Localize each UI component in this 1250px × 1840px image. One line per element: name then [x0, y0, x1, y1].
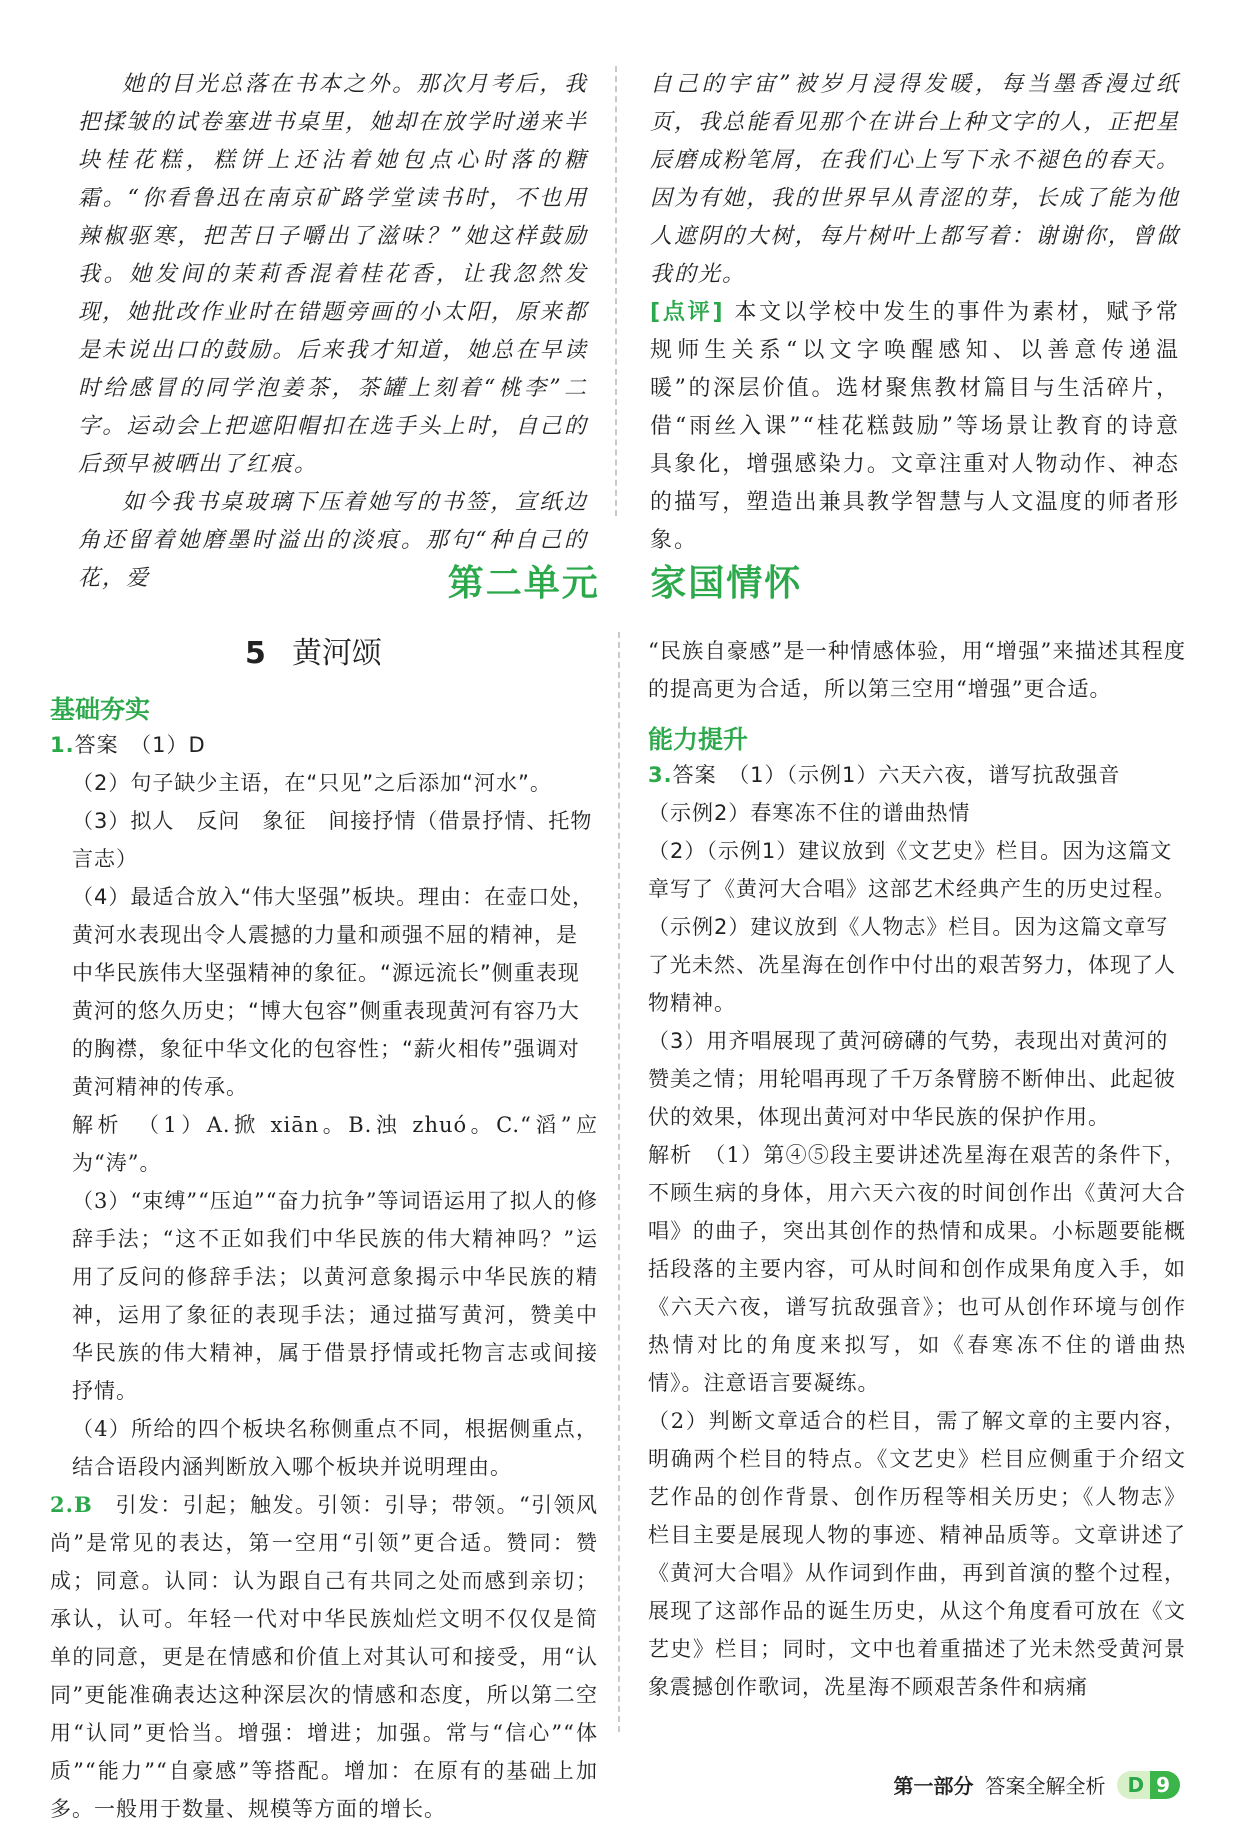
q3-number: 3.	[648, 763, 673, 787]
column-divider	[618, 632, 620, 1732]
q3-answer	[648, 756, 1186, 794]
essay-paragraph: 她的目光总落在书本之外。那次月考后，我把揉皱的试卷塞进书桌里，她却在放学时递来半块桂花糕，糕饼上还沾着她包点心时落的糖霜。“你看鲁迅在南京矿路学堂读书时，不也用辣椒驱寒，把苦日子嚼出了滋味？”她这样鼓励我。她发间的茉莉香混着桂花香，让我忽然发现，她批改作业时在错题旁画的小太阳，原来都是未说出口的鼓励。后来我才知道，她总在早读时给感冒的同学泡姜茶，茶罐上刻着“桃李”二字。运动会上把遮阳帽扣在选手头上时，自己的后颈早被晒出了红痕。	[78, 72, 588, 477]
q3-line: （2）（示例1）建议放到《文艺史》栏目。因为这篇文章写了《黄河大合唱》这部艺术经典产生的历史过程。	[648, 839, 1176, 901]
q3-line: （示例2）建议放到《人物志》栏目。因为这篇文章写了光未然、冼星海在创作中付出的艰苦努力，体现了人物精神。	[648, 915, 1176, 1015]
essay-right-column	[650, 66, 1180, 560]
q1-analysis	[50, 1106, 598, 1182]
comment-text: 本文以学校中发生的事件为素材，赋予常规师生关系“以文字唤醒感知、以善意传递温暖”的深层价值。选材聚焦教材篇目与生活碎片，借“雨丝入课”“桂花糕鼓励”等场景让教育的诗意具象化，增强感染力。文章注重对人物动作、神态的描写，塑造出兼具教学智慧与人文温度的师者形象。	[650, 300, 1180, 553]
q2-continued: “民族自豪感”是一种情感体验，用“增强”来描述其程度的提高更为合适，所以第三空用“增强”更合适。	[648, 639, 1186, 701]
page-footer	[893, 1770, 1180, 1799]
essay-left-column	[78, 66, 588, 598]
analysis-text: （1）A.掀 xiān。B.浊 zhuó。C.“滔”应为“涛”。	[72, 1113, 599, 1175]
unit-theme: 家国情怀	[650, 563, 803, 604]
q3-line: （3）用齐唱展现了黄河磅礴的气势，表现出对黄河的赞美之情；用轮唱再现了千万条臂膀不断伸出、此起彼伏的效果，体现出黄河对中华民族的保护作用。	[648, 1029, 1176, 1129]
q1-answer	[50, 726, 598, 764]
q1-line: （4）最适合放入“伟大坚强”板块。理由：在壶口处，黄河水表现出令人震撼的力量和顽强不屈的精神，是中华民族伟大坚强精神的象征。“源远流长”侧重表现黄河的悠久历史；“博大包容”侧重表现黄河有容乃大的胸襟，象征中华文化的包容性；“薪火相传”强调对黄河精神的传承。	[72, 885, 595, 1099]
unit-title	[0, 555, 1250, 606]
essay-paragraph: 自己的宇宙”被岁月浸得发暖，每当墨香漫过纸页，我总能看见那个在讲台上种文字的人，正把星辰磨成粉笔屑，在我们心上写下永不褪色的春天。因为有她，我的世界早从青涩的芽，长成了能为他人遮阴的大树，每片树叶上都写着：谢谢你，曾做我的光。	[650, 72, 1180, 287]
lesson-number: 5	[245, 636, 266, 671]
page-number: 9	[1150, 1771, 1180, 1799]
q3-analysis	[648, 1136, 1186, 1402]
q3-line: （示例2）春寒冻不住的谱曲热情	[648, 801, 971, 825]
q2-text: 引发：引起；触发。引领：引导；带领。“引领风尚”是常见的表达，第一空用“引领”更合适。赞同：赞成；同意。认同：认为跟自己有共同之处而感到亲切；承认，认可。年轻一代对中华民族灿烂文明不仅仅是简单的同意，更是在情感和价值上对其认可和接受，用“认同”更能准确表达这种深层次的情感和态度，所以第二空用“认同”更恰当。增强：增进；加强。常与“信心”“体质”“能力”“自豪感”等搭配。增加：在原有的基础上加多。一般用于数量、规模等方面的增长。	[50, 1493, 599, 1821]
column-divider	[615, 66, 617, 516]
comment-block	[650, 294, 1180, 560]
comment-label: [点评]	[650, 300, 725, 325]
lesson-name: 黄河颂	[291, 636, 382, 671]
q2-number: 2.	[50, 1492, 74, 1517]
q1-line: （1）D	[140, 733, 206, 757]
essay-paragraph: 如今我书桌玻璃下压着她写的书签，宣纸边角还留着她磨墨时溢出的淡痕。那句“种自己的花，爱	[78, 490, 588, 591]
analysis-text: （1）第④⑤段主要讲述冼星海在艰苦的条件下，不顾生病的身体，用六天六夜的时间创作出《黄河大合唱》的曲子，突出其创作的热情和成果。小标题要能概括段落的主要内容，可从时间和创作成果角度入手，如《六天六夜，谱写抗敌强音》；也可从创作环境与创作热情对比的角度来拟写，如《春寒冻不住的谱曲热情》。注意语言要凝练。	[648, 1143, 1187, 1395]
footer-title: 答案全解全析	[985, 1774, 1106, 1798]
analysis-label: 解析	[72, 1113, 123, 1137]
badge-letter: D	[1117, 1771, 1150, 1799]
analysis-text: （3）“束缚”“压迫”“奋力抗争”等词语运用了拟人的修辞手法；“这不正如我们中华民族的伟大精神吗？”运用了反问的修辞手法；以黄河意象揭示中华民族的精神，运用了象征的表现手法；通过描写黄河，赞美中华民族的伟大精神，属于借景抒情或托物言志或间接抒情。	[72, 1189, 598, 1403]
analysis-text: （2）判断文章适合的栏目，需了解文章的主要内容，明确两个栏目的特点。《文艺史》栏目应侧重于介绍文艺作品的创作背景、创作历程等相关历史；《人物志》栏目主要是展现人物的事迹、精神品质等。文章讲述了《黄河大合唱》从作词到作曲，再到首演的整个过程，展现了这部作品的诞生历史，从这个角度看可放在《文艺史》栏目；同时，文中也着重描述了光未然受黄河景象震撼创作歌词，冼星海不顾艰苦条件和病痛	[648, 1409, 1186, 1699]
section-heading-advanced: 能力提升	[648, 725, 749, 754]
section-heading-basic: 基础夯实	[50, 695, 151, 724]
page-badge	[1117, 1771, 1180, 1799]
q1-line: （3）拟人 反问 象征 间接抒情（借景抒情、托物言志）	[72, 809, 593, 871]
q3-line: （1）（示例1）六天六夜，谱写抗敌强音	[738, 763, 1121, 787]
q1-number: 1.	[50, 733, 75, 757]
q2-choice: B	[73, 1492, 93, 1517]
answers-right-column	[648, 632, 1186, 1706]
unit-label: 第二单元	[447, 563, 600, 604]
q1-line: （2）句子缺少主语，在“只见”之后添加“河水”。	[72, 771, 552, 795]
lesson-title	[245, 628, 382, 672]
answer-label: 答案	[672, 763, 717, 787]
q2-answer	[50, 1486, 598, 1828]
analysis-text: （4）所给的四个板块名称侧重点不同，根据侧重点，结合语段内涵判断放入哪个板块并说明理由。	[72, 1417, 598, 1479]
analysis-label: 解析	[648, 1143, 693, 1167]
answers-left-column	[50, 690, 598, 1828]
answer-label: 答案	[74, 733, 119, 757]
footer-part: 第一部分	[893, 1774, 974, 1798]
